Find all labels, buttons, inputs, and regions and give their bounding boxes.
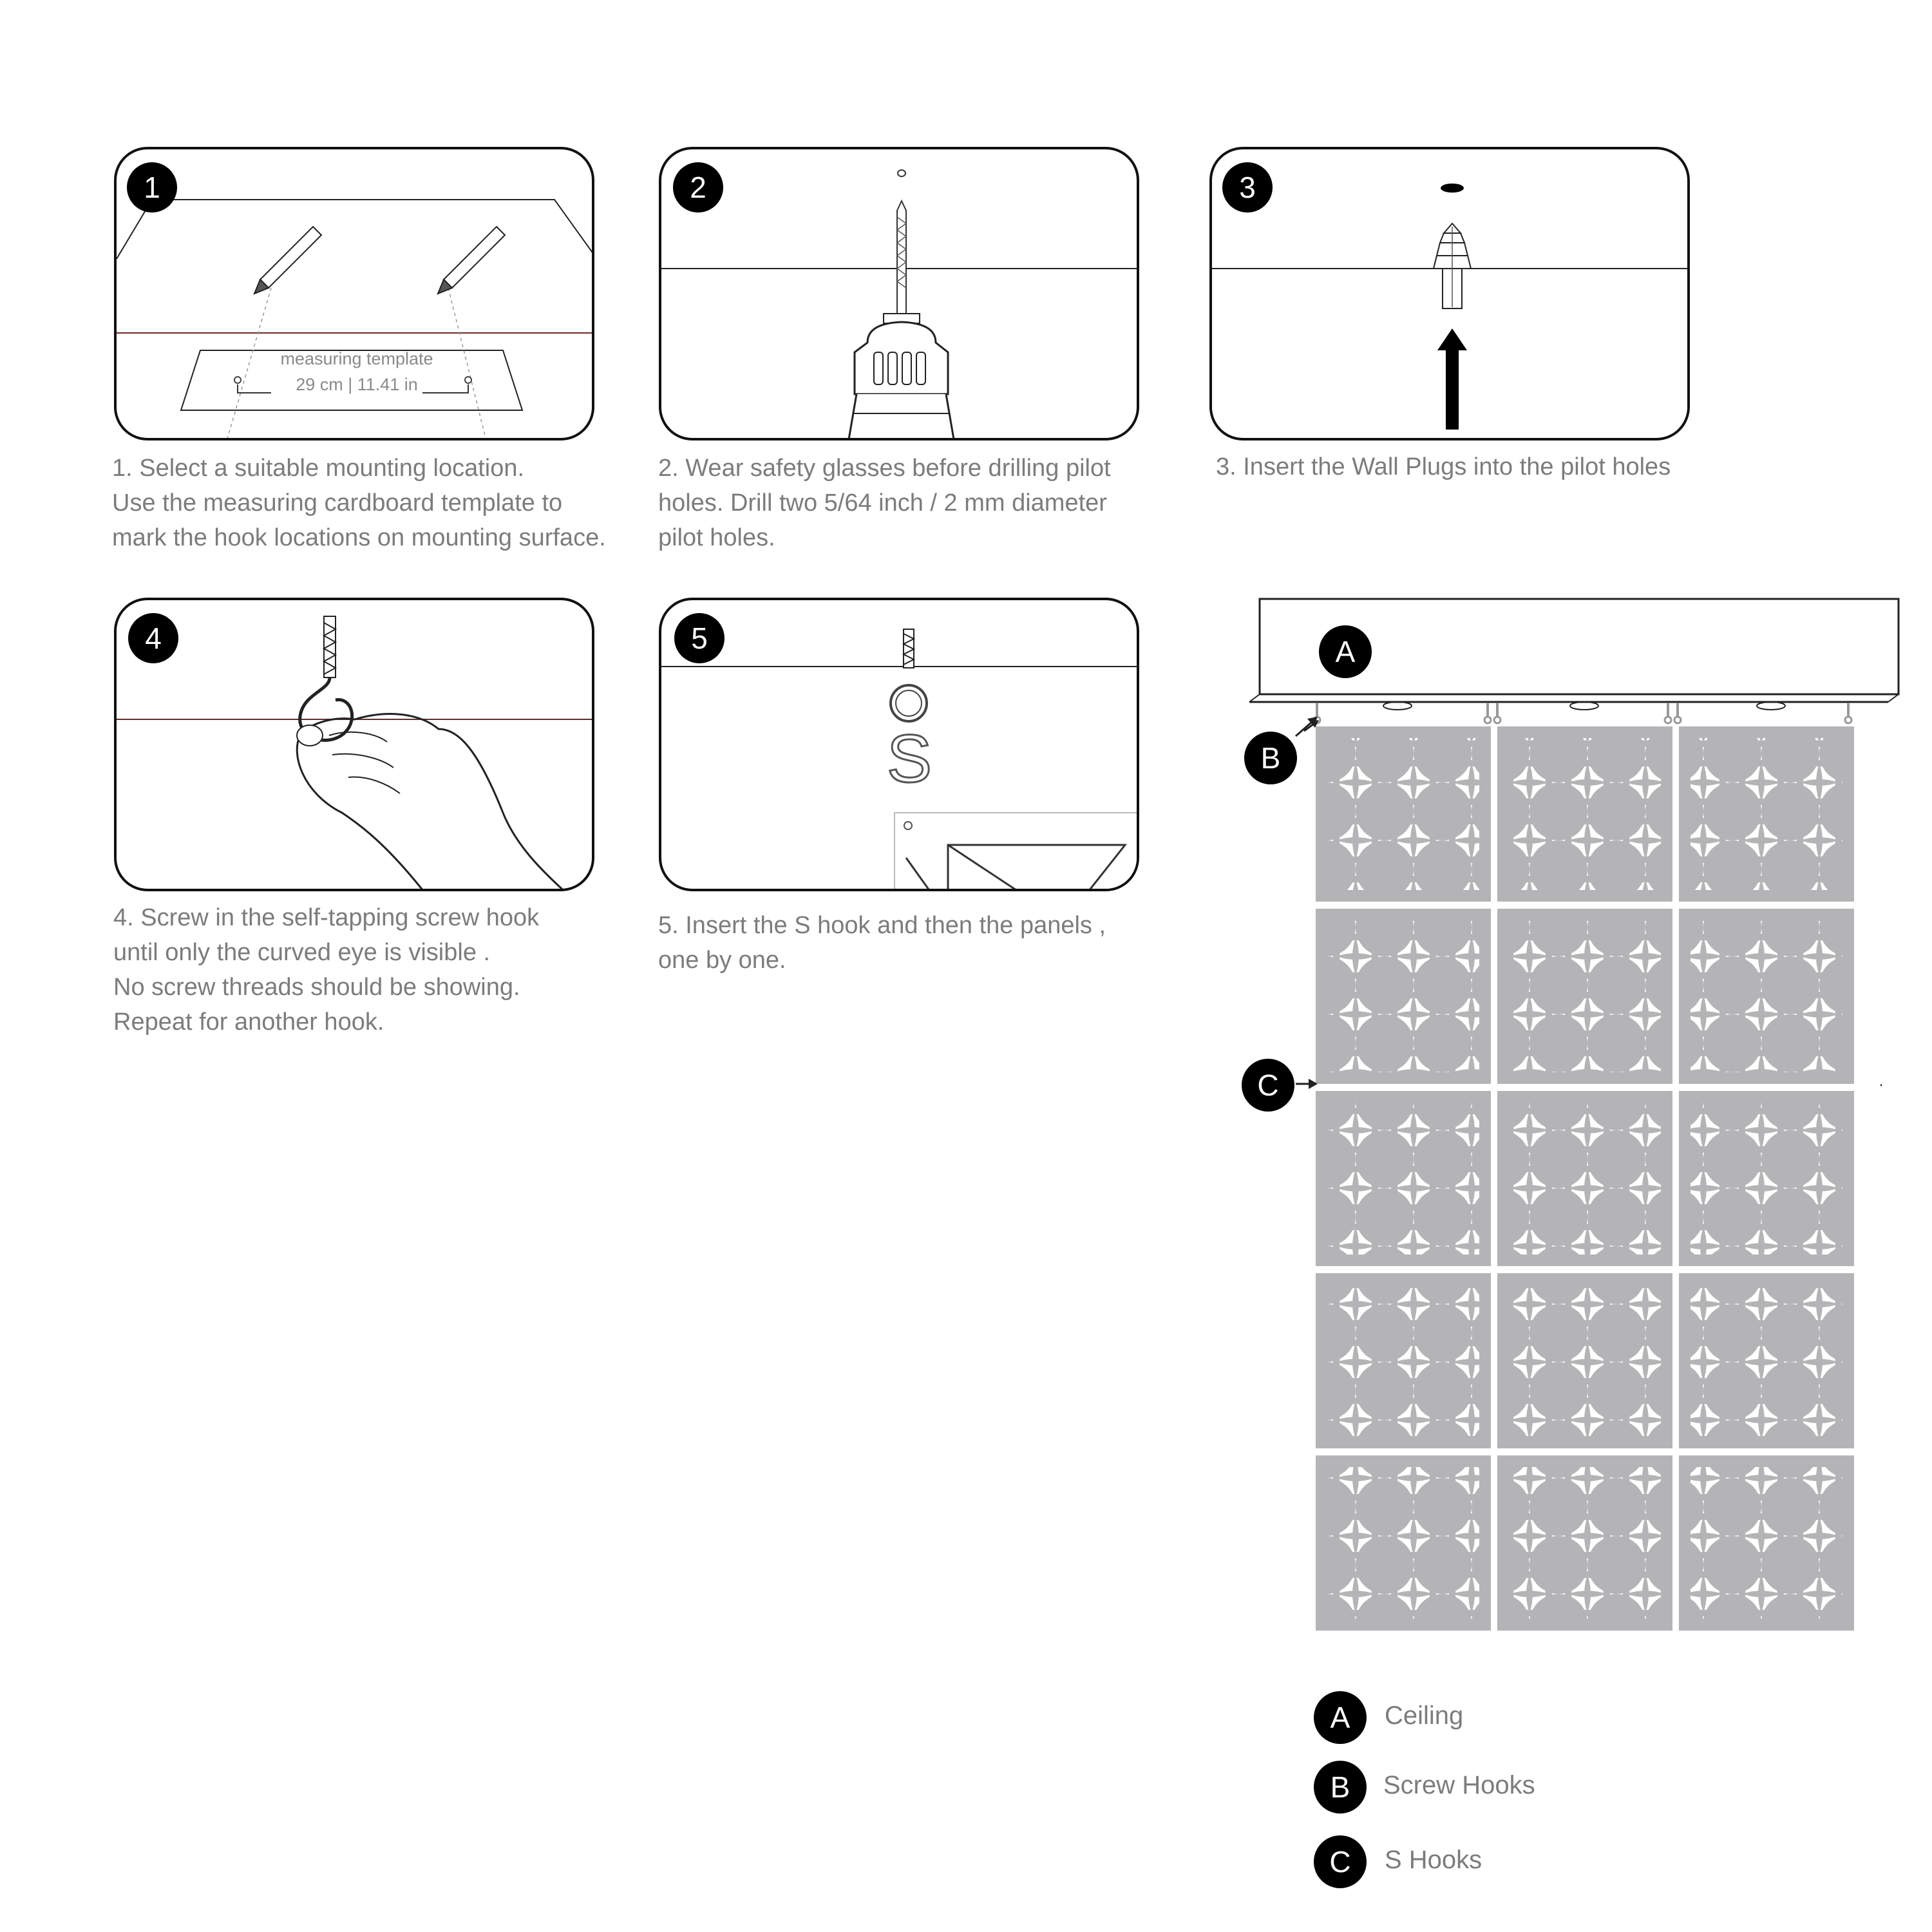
screw-hook-marker (1674, 703, 1681, 723)
step-2-illustration (659, 147, 1139, 440)
step-5-number: 5 (674, 613, 724, 663)
legend-label-screw-hooks: Screw Hooks (1383, 1771, 1535, 1799)
step-3-drawing (1212, 149, 1690, 440)
step-4-line: Repeat for another hook. (113, 1009, 384, 1036)
legend-key-b: B (1314, 1761, 1367, 1814)
callout-b: B (1244, 732, 1297, 784)
step-2-text (658, 451, 1111, 555)
lattice-panel-grid (1314, 703, 1854, 1631)
lattice-panel (1497, 1091, 1672, 1266)
step-4-line: until only the curved eye is visible . (113, 939, 491, 966)
s-hook-letter: S (886, 721, 933, 797)
legend-label-s-hooks: S Hooks (1385, 1846, 1482, 1874)
lattice-panel (1316, 909, 1491, 1084)
step-4-number: 4 (128, 613, 178, 663)
assembly-diagram (1211, 580, 1932, 1636)
lattice-panel (1679, 726, 1854, 902)
pencil-icon (438, 227, 505, 294)
step-2-number: 2 (673, 162, 723, 213)
step-5-line: 5. Insert the S hook and then the panels , (658, 912, 1106, 939)
drill-icon (848, 201, 954, 440)
step-4-line: 4. Screw in the self-tapping screw hook (113, 904, 540, 931)
template-size: 29 cm | 11.41 in (296, 375, 418, 394)
step-1-illustration (114, 147, 594, 440)
legend-label-ceiling: Ceiling (1385, 1701, 1464, 1730)
screw-hook-marker (1314, 703, 1320, 723)
lattice-panel (1679, 1273, 1854, 1448)
lattice-panel (1679, 1455, 1854, 1631)
step-5-illustration (659, 598, 1139, 891)
screw-hook-marker (1845, 703, 1852, 723)
lattice-panel (1316, 1273, 1491, 1448)
step-4-line: No screw threads should be showing. (113, 974, 520, 1001)
step-1-line: mark the hook locations on mounting surface. (112, 524, 606, 551)
legend-key-c: C (1314, 1835, 1367, 1888)
step-2-line: pilot holes. (658, 524, 775, 551)
screw-hook-marker (1494, 703, 1501, 723)
step-1-line: Use the measuring cardboard template to (112, 489, 563, 516)
up-arrow-icon (1437, 328, 1467, 430)
lattice-panel (1316, 726, 1491, 902)
step-3-illustration (1209, 147, 1690, 440)
step-5-line: one by one. (658, 947, 786, 974)
step-4-text (113, 900, 539, 1039)
step-3-number: 3 (1222, 162, 1273, 213)
lattice-panel (1497, 1273, 1672, 1448)
lattice-panel (1497, 909, 1672, 1084)
step-2-line: 2. Wear safety glasses before drilling pilot (658, 455, 1111, 482)
step-1-number: 1 (127, 162, 177, 213)
callout-c: C (1242, 1059, 1294, 1112)
pencil-icon (254, 227, 321, 294)
screw-hook-icon (891, 629, 927, 721)
step-5-text (658, 908, 1106, 978)
step-1-text (112, 451, 606, 555)
legend-key-a: A (1314, 1691, 1367, 1744)
screw-hook-marker (1665, 703, 1671, 723)
callout-a: A (1319, 625, 1372, 678)
step-4-illustration (114, 598, 594, 891)
step-2-drawing (661, 149, 1139, 440)
template-label: measuring template (280, 349, 433, 368)
step-2-line: holes. Drill two 5/64 inch / 2 mm diameter (658, 489, 1107, 516)
step-4-drawing (117, 600, 594, 891)
step-3-text (1216, 450, 1671, 484)
wall-plug-icon (1434, 223, 1471, 308)
lattice-panel (1679, 909, 1854, 1084)
hand-icon (297, 714, 567, 891)
screw-hook-marker (1484, 703, 1491, 723)
step-3-line: 3. Insert the Wall Plugs into the pilot holes (1216, 453, 1671, 480)
lattice-panel (1679, 1091, 1854, 1266)
step-1-drawing (117, 149, 594, 440)
lattice-panel (1316, 1455, 1491, 1631)
lattice-panel (1497, 726, 1672, 902)
lattice-panel (1316, 1091, 1491, 1266)
lattice-panel (1497, 1455, 1672, 1631)
panel-corner-icon (895, 813, 1139, 891)
step-1-line: 1. Select a suitable mounting location. (112, 455, 525, 482)
